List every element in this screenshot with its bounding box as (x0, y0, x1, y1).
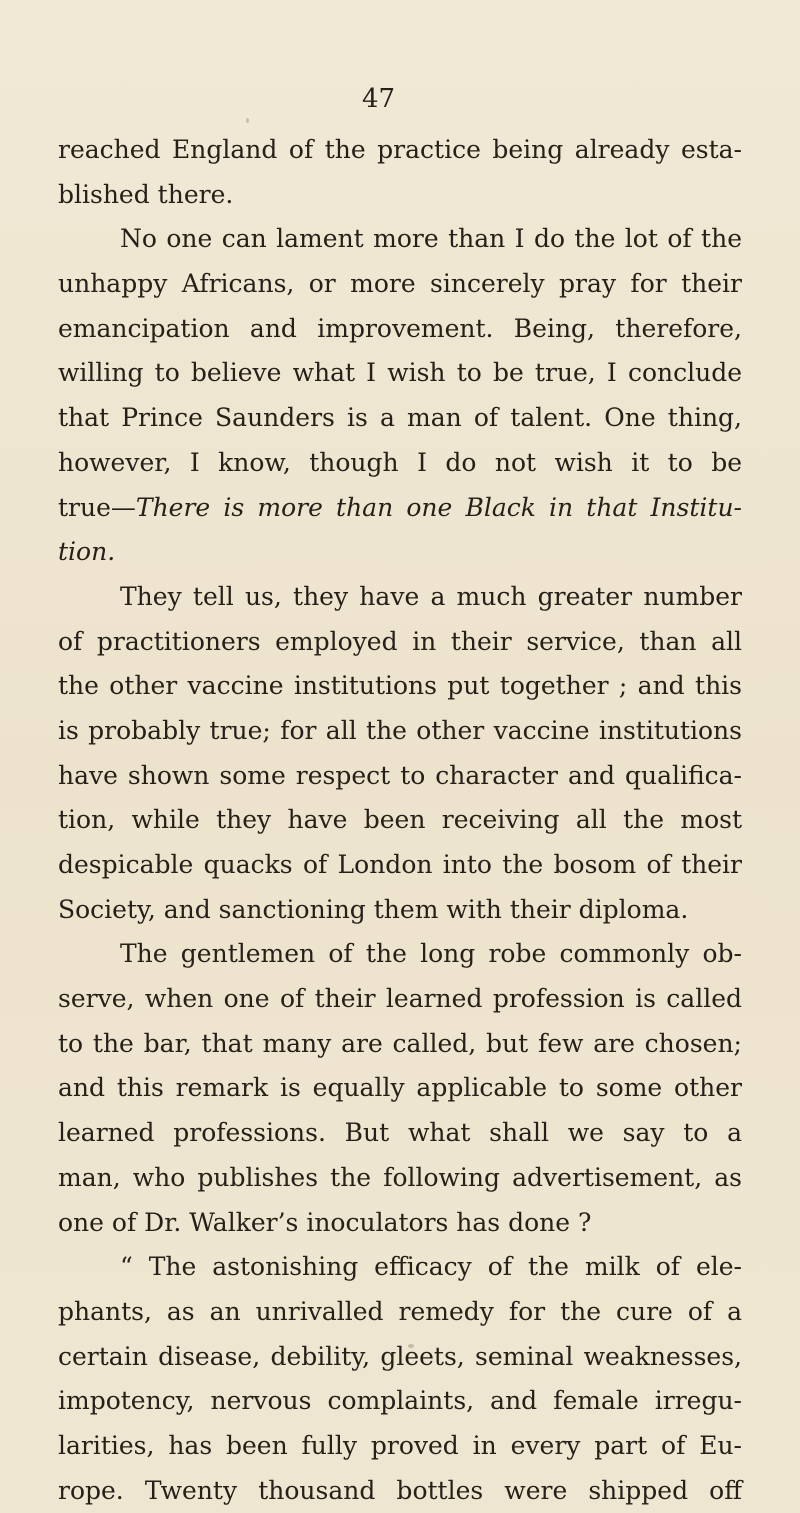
text-line (58, 754, 742, 799)
text-line-roman: larities, has been fully proved in every part of Eu- (58, 1430, 742, 1460)
text-line (58, 575, 742, 620)
text-line (58, 709, 742, 754)
text-line (58, 1022, 742, 1067)
text-line-roman: No one can lament more than I do the lot of the (120, 224, 742, 254)
text-line (58, 1156, 742, 1201)
text-line-roman: of practitioners employed in their service, than all (58, 626, 742, 656)
text-line-roman: learned professions. But what shall we say to a (58, 1118, 742, 1148)
text-line-roman: They tell us, they have a much greater number (120, 581, 742, 611)
text-line (58, 620, 742, 665)
text-line (58, 1066, 742, 1111)
page-number: 47 (362, 84, 396, 114)
text-line (58, 217, 742, 262)
body-text (58, 128, 742, 1513)
text-line-roman: true— (58, 492, 136, 522)
text-line (58, 173, 742, 218)
text-line-roman: certain disease, debility, gleets, seminal weaknesses, (58, 1341, 742, 1371)
text-line (58, 664, 742, 709)
text-line (58, 1379, 742, 1424)
text-line-roman: serve, when one of their learned profession is called (58, 984, 742, 1014)
ink-speck (408, 1344, 414, 1348)
text-line (58, 888, 742, 933)
text-line-roman: phants, as an unrivalled remedy for the cure of a (58, 1296, 742, 1326)
text-line-roman: unhappy Africans, or more sincerely pray for their (58, 269, 742, 299)
text-line (58, 441, 742, 486)
text-line-roman: that Prince Saunders is a man of talent. One thing, (58, 403, 742, 433)
text-line-roman: despicable quacks of London into the bosom of their (58, 850, 742, 879)
text-line (58, 1469, 742, 1513)
text-line (58, 1335, 742, 1380)
text-line (58, 843, 742, 888)
text-line (58, 1290, 742, 1335)
text-line-roman: however, I know, though I do not wish it to be (58, 447, 742, 477)
text-line-roman: have shown some respect to character and qualifica- (58, 760, 742, 790)
text-line (58, 1245, 742, 1290)
ink-speck (246, 118, 249, 123)
text-line (58, 128, 742, 173)
text-line (58, 486, 742, 531)
text-line-roman: one of Dr. Walker’s inoculators has done ? (58, 1207, 592, 1237)
text-line (58, 351, 742, 396)
text-line-roman: blished there. (58, 179, 234, 209)
text-line-roman: the other vaccine institutions put together ; and this (58, 671, 742, 701)
text-line (58, 1424, 742, 1469)
text-line-roman: is probably true; for all the other vaccine institutions (58, 715, 742, 745)
text-line-roman: The gentlemen of the long robe commonly ob- (120, 939, 742, 969)
text-line-roman: reached England of the practice being already esta- (58, 135, 742, 164)
text-line (58, 530, 742, 575)
text-line (58, 307, 742, 352)
text-line (58, 1201, 742, 1246)
text-line-roman: rope. Twenty thousand bottles were shipped off (58, 1475, 742, 1505)
text-line-italic: There is more than one Black in that Institu- (135, 492, 742, 522)
text-line-roman: and this remark is equally applicable to some other (58, 1073, 742, 1103)
text-line-roman: Society, and sanctioning them with their diploma. (58, 894, 689, 924)
text-line (58, 977, 742, 1022)
text-line-roman: willing to believe what I wish to be true, I conclude (58, 358, 742, 388)
text-line-italic: tion. (58, 537, 116, 567)
text-line-roman: “ The astonishing efficacy of the milk of ele- (120, 1252, 742, 1282)
text-line (58, 1111, 742, 1156)
text-line (58, 932, 742, 977)
text-line-roman: to the bar, that many are called, but few are chosen; (58, 1028, 742, 1058)
text-line (58, 396, 742, 441)
text-line-roman: man, who publishes the following advertisement, as (58, 1162, 742, 1192)
text-line-roman: emancipation and improvement. Being, therefore, (58, 313, 742, 343)
text-line-roman: tion, while they have been receiving all the most (58, 805, 742, 835)
text-line (58, 798, 742, 843)
text-line-roman: impotency, nervous complaints, and female irregu- (58, 1386, 742, 1416)
text-line (58, 262, 742, 307)
